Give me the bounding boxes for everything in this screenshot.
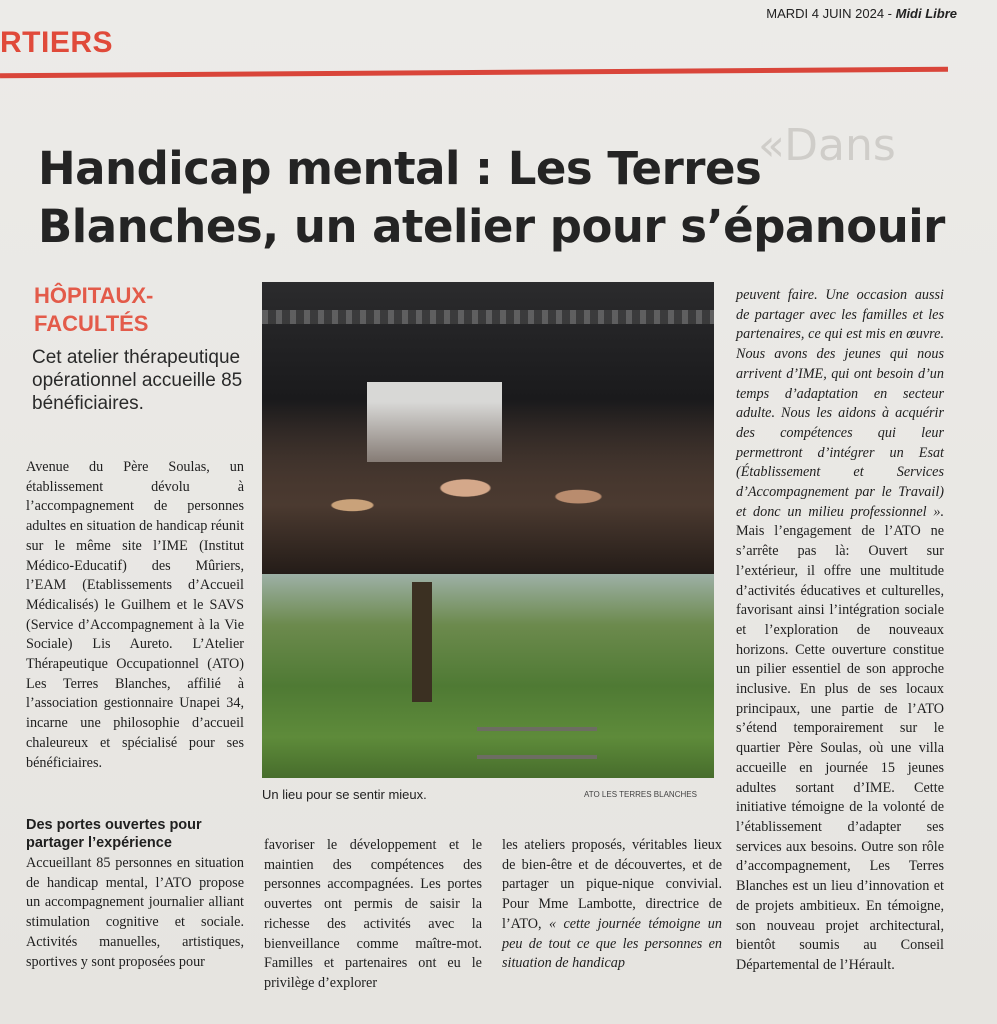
paragraph-4-quote: « cette journée témoigne un peu de tout ce que les personnes en situation de handicap bbox=[502, 915, 722, 972]
paragraph-4-text: les ateliers proposés, véritables lieux de bien-être et de découvertes, et de partager un pique-nique convivial. Pour Mme Lambotte, directrice de l’ATO, bbox=[502, 837, 722, 932]
kicker bbox=[34, 282, 234, 338]
lead-text: Cet atelier thérapeutique opérationnel accueille 85 bénéficiaires. bbox=[32, 347, 243, 414]
photo-caption: Un lieu pour se sentir mieux. bbox=[262, 787, 427, 802]
section-tag: RTIERS bbox=[0, 26, 114, 59]
article-photo bbox=[262, 282, 714, 778]
date-separator: - bbox=[884, 6, 896, 21]
paragraph-5-quote: peuvent faire. Une occasion aussi de partager avec les familles et les partenaires, ce qui est mis en œuvre. Nous avons des jeunes qui nous arrivent d’IME, qui ont besoin d’un temps d’adaptation en secteur adulte. Nous les aidons à acquérir des compétences qui leur permettront d’intégrer un Esat (Établissement et Services d’Accompagnement par le Travail) et donc un milieu professionnel ». bbox=[736, 287, 944, 520]
paragraph-5 bbox=[736, 286, 944, 976]
photo-tree bbox=[412, 582, 432, 702]
issue-date: MARDI 4 JUIN 2024 bbox=[766, 6, 885, 21]
kicker-line-2: FACULTÉS bbox=[34, 311, 149, 336]
paragraph-4 bbox=[502, 836, 722, 974]
publication-name: Midi Libre bbox=[895, 6, 957, 21]
paragraph-3: favoriser le développement et le maintien des compétences des personnes accompagnées. Les portes ouvertes ont permis de saisir la richesse des activités avec la bienveillance comme maître-mot. Familles et partenaires ont eu le privilège d’explorer bbox=[264, 837, 482, 991]
date-line bbox=[766, 6, 957, 21]
photo-performers bbox=[262, 402, 714, 574]
photo-bench bbox=[477, 727, 597, 759]
headline: Handicap mental : Les Terres Blanches, un atelier pour s’épanouir bbox=[38, 142, 945, 253]
photo-credit: ATO LES TERRES BLANCHES bbox=[584, 790, 697, 799]
paragraph-2: Accueillant 85 personnes en situation de handicap mental, l’ATO propose un accompagnement journalier alliant stimulation cognitive et sociale. Activités manuelles, artistiques, sportives y sont proposées pour bbox=[26, 855, 244, 970]
subheading: Des portes ouvertes pour partager l’expérience bbox=[26, 817, 202, 851]
paragraph-5-text: Mais l’engagement de l’ATO ne s’arrête pas là: Ouvert sur l’extérieur, il offre une multitude d’activités éducatives et culturelles, favorisant ainsi l’intégration sociale et l’exploration de nouveaux horizons. Cette ouverture constitue un pilier essentiel de son approche inclusive. En plus de ses locaux principaux, une partie de l’ATO s’étend temporairement sur le quartier Père Soulas, où une villa accueille en journée 15 jeunes adultes sortant d’IME. Cette initiative témoigne de la volonté de l’établissement d’adapter ses services aux besoins. Outre son rôle d’accompagnement, Les Terres Blanches est un lieu d’innovation et de projets ambitieux. En témoigne, son nouveau projet architectural, bientôt soumis au Conseil Départemental de l’Hérault. bbox=[736, 523, 944, 973]
paragraph-1: Avenue du Père Soulas, un établissement dévolu à l’accompagnement de personnes adultes en situation de handicap réunit sur le même site l’IME (Institut Médico-Educatif) des Mûriers, l’EAM (Etablissements d’Accueil Médicalisés) le Guilhem et le SAVS (Service d’Accompagnement à la Vie Sociale) Lis Aureto. L’Atelier Thérapeutique Occupationnel (ATO) Les Terres Blanches, affilié à l’association gestionnaire Unapei 34, incarne une philosophie d’accueil chaleureux et spécialisé pour ses bénéficiaires. bbox=[26, 459, 244, 771]
section-rule bbox=[0, 67, 948, 79]
photo-stage-truss bbox=[262, 310, 714, 324]
bleed-through-text: «Dans bbox=[758, 120, 896, 171]
kicker-line-1: HÔPITAUX- bbox=[34, 283, 154, 308]
